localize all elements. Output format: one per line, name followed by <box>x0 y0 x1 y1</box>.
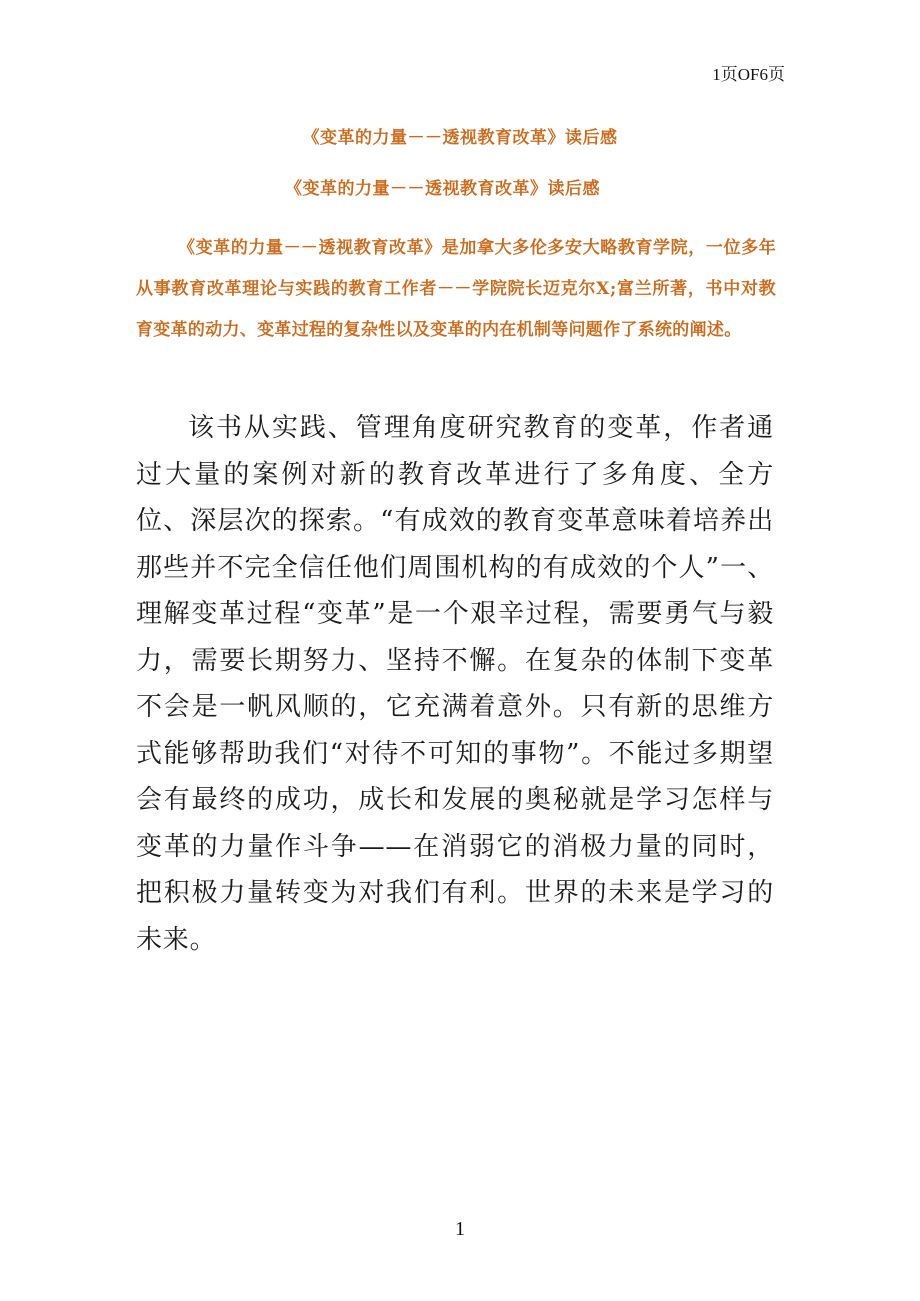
page-number: 1 <box>455 1218 465 1240</box>
document-title-primary: 《变革的力量－－透视教育改革》读后感 <box>302 128 618 148</box>
page-indicator: 1页OF6页 <box>712 65 785 84</box>
document-title-secondary: 《变革的力量－－透视教育改革》读后感 <box>285 179 600 199</box>
intro-paragraph: 《变革的力量－－透视教育改革》是加拿大多伦多安大略教育学院，一位多年从事教育改革理论与实践的教育工作者－－学院院长迈克尔Ⅹ;富兰所著，书中对教育变革的动力、变革过程的复杂性以及变革的内在机制等问题作了系统的阐述。 <box>136 238 776 340</box>
body-paragraph: 该书从实践、管理角度研究教育的变革，作者通过大量的案例对新的教育改革进行了多角度、全方位、深层次的探索。“有成效的教育变革意味着培养出那些并不完全信任他们周围机构的有成效的个人”一、理解变革过程“变革”是一个艰辛过程，需要勇气与毅力，需要长期努力、坚持不懈。在复杂的体制下变革不会是一帆风顺的，它充满着意外。只有新的思维方式能够帮助我们“对待不可知的事物”。不能过多期望会有最终的成功，成长和发展的奥秘就是学习怎样与变革的力量作斗争——在消弱它的消极力量的同时，把积极力量转变为对我们有利。世界的未来是学习的未来。 <box>136 413 774 955</box>
